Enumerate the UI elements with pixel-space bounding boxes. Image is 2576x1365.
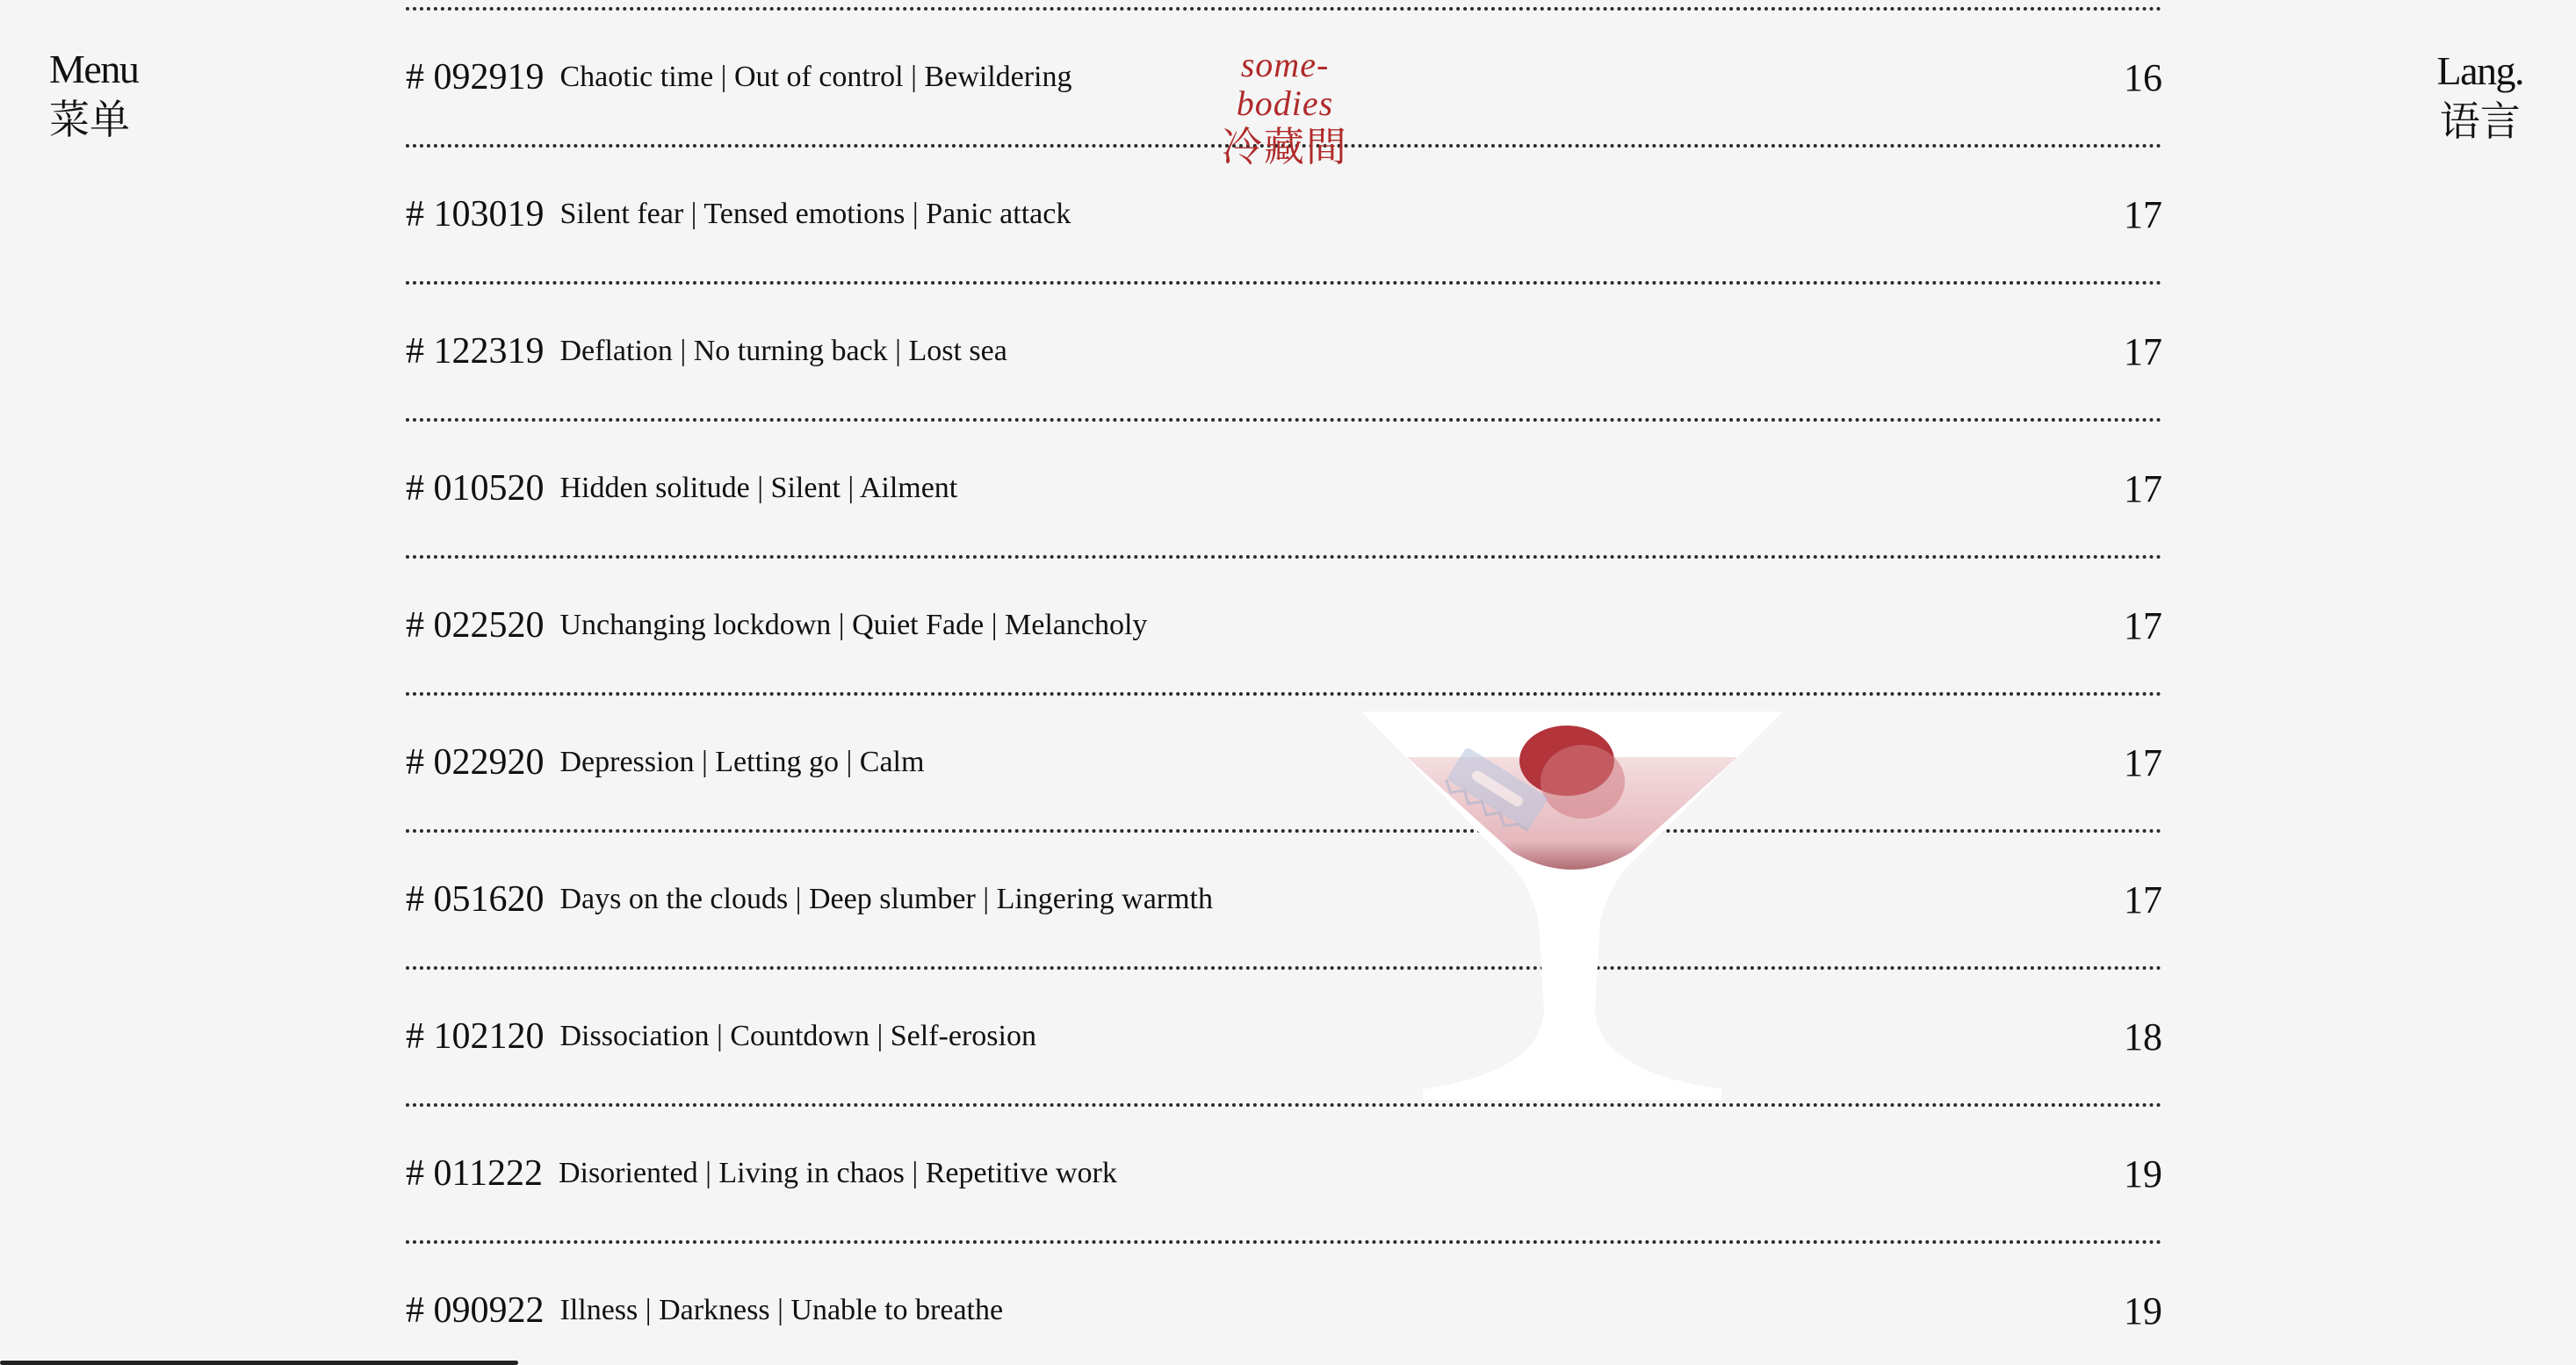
logo-text-zh: 冷藏間 — [1222, 125, 1348, 170]
entry-tags: Depression | Letting go | Calm — [559, 746, 925, 778]
entry-tags: Disoriented | Living in chaos | Repetitive work — [558, 1157, 1117, 1189]
list-item[interactable] — [406, 833, 2162, 970]
entry-code: # 122319 — [406, 331, 545, 372]
list-item[interactable] — [406, 1244, 2162, 1365]
list-item[interactable] — [406, 559, 2162, 696]
entry-tags: Unchanging lockdown | Quiet Fade | Melancholy — [559, 609, 1148, 641]
entry-tags: Chaotic time | Out of control | Bewildering — [559, 61, 1072, 93]
entry-number: 17 — [2124, 192, 2162, 236]
horizontal-scrollbar[interactable] — [0, 1361, 518, 1365]
entry-tags: Illness | Darkness | Unable to breathe — [559, 1294, 1004, 1326]
entry-number: 17 — [2124, 740, 2162, 784]
entry-tags: Silent fear | Tensed emotions | Panic attack — [559, 198, 1072, 230]
entry-code: # 103019 — [406, 194, 545, 235]
entry-code: # 102120 — [406, 1016, 545, 1057]
entry-tags: Dissociation | Countdown | Self-erosion — [559, 1020, 1036, 1052]
entry-number: 16 — [2124, 55, 2162, 99]
entry-number: 18 — [2124, 1015, 2162, 1058]
entry-tags: Hidden solitude | Silent | Ailment — [559, 472, 958, 504]
entry-code: # 022920 — [406, 742, 545, 783]
entry-number: 19 — [2124, 1289, 2162, 1332]
entry-code: # 051620 — [406, 879, 545, 920]
entry-code: # 010520 — [406, 468, 545, 509]
entry-code: # 022520 — [406, 605, 545, 646]
list-item[interactable] — [406, 696, 2162, 833]
entry-code: # 011222 — [406, 1153, 543, 1194]
entry-number: 17 — [2124, 603, 2162, 647]
entry-tags: Deflation | No turning back | Lost sea — [559, 335, 1007, 367]
language-label-en[interactable]: Lang. — [2436, 48, 2523, 93]
logo-text-en: some-bodies — [1236, 45, 1334, 123]
entry-number: 17 — [2124, 878, 2162, 921]
entry-number: 17 — [2124, 329, 2162, 373]
list-item[interactable] — [406, 285, 2162, 422]
list-item[interactable] — [406, 1107, 2162, 1244]
entry-list — [406, 0, 2162, 1365]
list-item[interactable] — [406, 422, 2162, 559]
site-logo[interactable] — [1197, 46, 1373, 171]
entry-number: 17 — [2124, 466, 2162, 510]
menu-label-zh[interactable]: 菜单 — [49, 97, 130, 142]
entry-tags: Days on the clouds | Deep slumber | Lingering warmth — [559, 883, 1214, 915]
menu-nav[interactable] — [49, 44, 138, 145]
list-top-divider — [406, 0, 2162, 11]
entry-code: # 090922 — [406, 1290, 545, 1331]
entry-code: # 092919 — [406, 57, 545, 98]
entry-number: 19 — [2124, 1152, 2162, 1195]
language-nav[interactable] — [2436, 46, 2523, 147]
list-item[interactable] — [406, 970, 2162, 1107]
menu-label-en[interactable]: Menu — [49, 47, 139, 91]
language-label-zh[interactable]: 语言 — [2439, 98, 2521, 144]
